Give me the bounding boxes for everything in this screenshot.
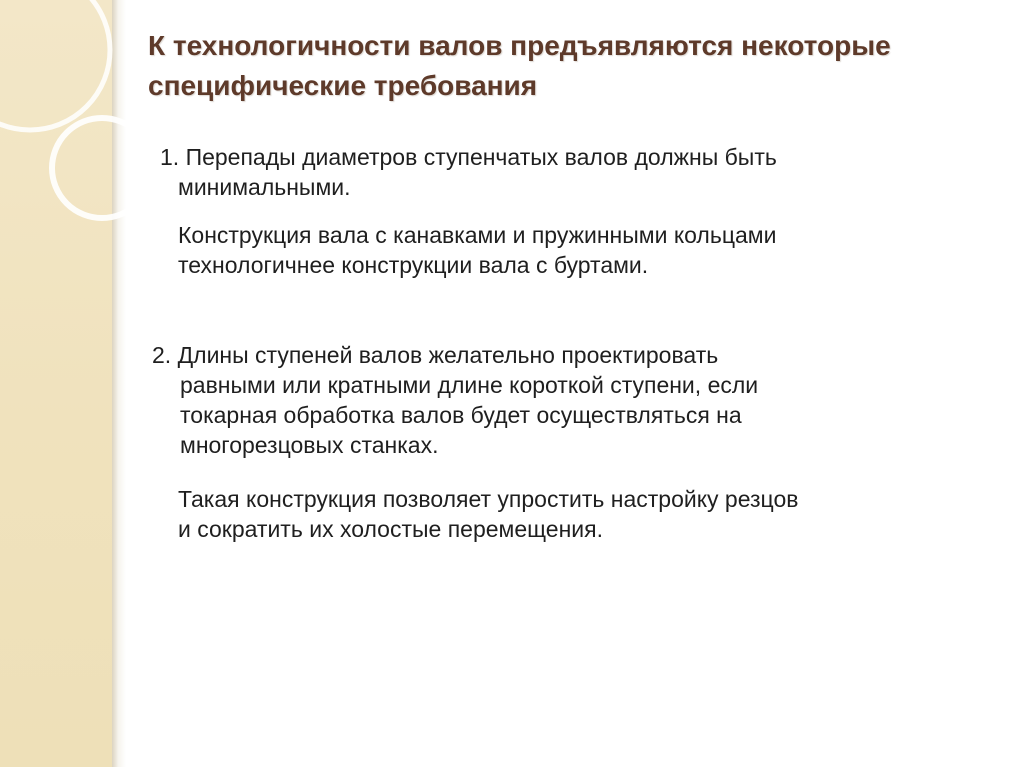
requirement-1-line-2: минимальными. xyxy=(178,174,351,200)
requirement-2-note-line-1: Такая конструкция позволяет упростить настройку резцов xyxy=(178,486,799,512)
decorative-rings-icon xyxy=(0,0,126,260)
requirement-2-note xyxy=(178,484,978,544)
title-line-1: К технологичности валов предъявляются некоторые xyxy=(148,30,891,61)
requirement-1 xyxy=(160,142,960,202)
requirement-1-line-1: 1. Перепады диаметров ступенчатых валов должны быть xyxy=(160,144,777,170)
requirement-1-note-line-2: технологичнее конструкции вала с буртами. xyxy=(178,252,649,278)
requirement-1-note xyxy=(178,220,978,280)
small-ring xyxy=(52,118,126,218)
requirement-2-line-1: 2. Длины ступеней валов желательно проектировать xyxy=(152,342,719,368)
requirement-2 xyxy=(152,340,972,460)
title-line-2: специфические требования xyxy=(148,70,538,101)
requirement-2-line-3: токарная обработка валов будет осуществляться на xyxy=(180,402,742,428)
requirement-2-note-line-2: и сократить их холостые перемещения. xyxy=(178,516,603,542)
requirement-2-line-4: многорезцовых станках. xyxy=(180,432,439,458)
large-ring xyxy=(0,0,110,130)
slide-title xyxy=(148,26,998,106)
requirement-2-line-2: равными или кратными длине короткой ступени, если xyxy=(180,372,759,398)
requirement-1-note-line-1: Конструкция вала с канавками и пружинными кольцами xyxy=(178,222,777,248)
